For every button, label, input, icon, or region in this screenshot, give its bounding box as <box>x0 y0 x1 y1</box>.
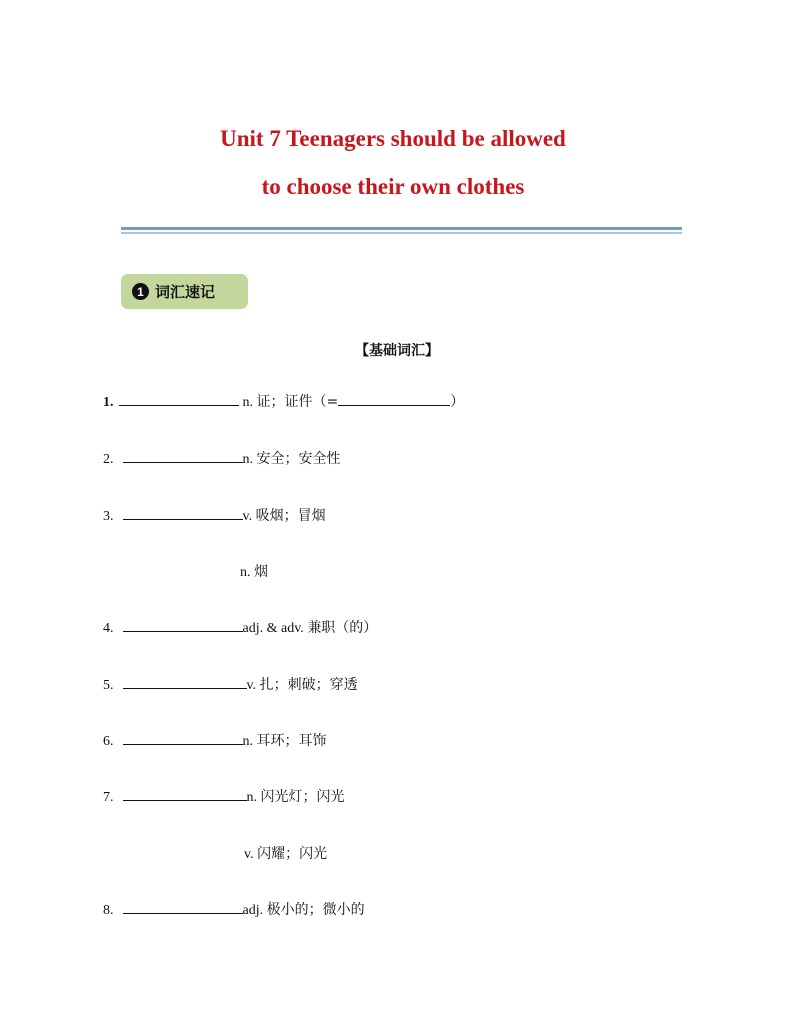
entry-number: 3. <box>103 509 114 524</box>
part-of-speech: v. <box>244 847 254 862</box>
meaning: 闪光灯；闪光 <box>260 789 345 805</box>
answer-blank[interactable] <box>123 901 243 914</box>
title-divider-bottom <box>121 232 682 234</box>
vocab-entry-1 <box>103 391 464 411</box>
page-title-line-1: Unit 7 Teenagers should be allowed <box>220 126 566 151</box>
part-of-speech: n. <box>240 565 251 580</box>
meaning: 耳环；耳饰 <box>256 733 327 749</box>
part-of-speech: v. <box>242 509 253 524</box>
meaning: 烟 <box>254 564 268 580</box>
vocab-entry-6 <box>103 730 327 750</box>
answer-blank[interactable] <box>123 619 243 632</box>
entry-number: 2. <box>103 452 114 467</box>
page-title-line-2: to choose their own clothes <box>261 174 525 199</box>
vocab-entry-5 <box>103 674 358 694</box>
vocab-entry-3-extra <box>240 561 268 581</box>
entry-number: 1. <box>103 395 114 410</box>
meaning: 兼职（的） <box>307 620 378 636</box>
meaning: 吸烟；冒烟 <box>255 508 326 524</box>
meaning: 证；证件（= <box>256 394 339 410</box>
title-divider-top <box>121 227 682 230</box>
meaning: 闪耀；闪光 <box>257 846 328 862</box>
subheading-basic-vocabulary: 【基础词汇】 <box>355 343 439 359</box>
entry-number: 4. <box>103 621 114 636</box>
vocab-entry-7 <box>103 786 345 806</box>
entry-number: 5. <box>103 678 114 693</box>
closing-paren: ） <box>450 394 465 410</box>
vocab-entry-4 <box>103 617 377 637</box>
part-of-speech: n. <box>246 790 257 805</box>
section-tab-vocabulary <box>121 274 248 309</box>
meaning: 极小的；微小的 <box>266 902 365 918</box>
vocab-entry-2 <box>103 448 341 468</box>
answer-blank[interactable] <box>123 676 247 689</box>
entry-number: 8. <box>103 903 114 918</box>
entry-number: 7. <box>103 790 114 805</box>
section-label: 词汇速记 <box>155 283 216 301</box>
answer-blank-synonym[interactable] <box>338 393 450 406</box>
meaning: 安全；安全性 <box>256 451 341 467</box>
answer-blank[interactable] <box>123 450 243 463</box>
entry-number: 6. <box>103 734 114 749</box>
part-of-speech: n. <box>242 395 253 410</box>
meaning: 扎；刺破；穿透 <box>259 677 358 693</box>
vocab-entry-3 <box>103 505 326 525</box>
answer-blank[interactable] <box>123 788 247 801</box>
answer-blank[interactable] <box>123 507 243 520</box>
part-of-speech: adj. <box>242 903 264 918</box>
section-number-badge: 1 <box>132 283 149 300</box>
part-of-speech: n. <box>242 452 253 467</box>
answer-blank[interactable] <box>123 732 243 745</box>
part-of-speech: adj. & adv. <box>242 621 304 636</box>
part-of-speech: v. <box>246 678 257 693</box>
vocab-entry-7-extra <box>244 843 327 863</box>
vocab-entry-8 <box>103 899 365 919</box>
part-of-speech: n. <box>242 734 253 749</box>
answer-blank[interactable] <box>119 393 239 406</box>
